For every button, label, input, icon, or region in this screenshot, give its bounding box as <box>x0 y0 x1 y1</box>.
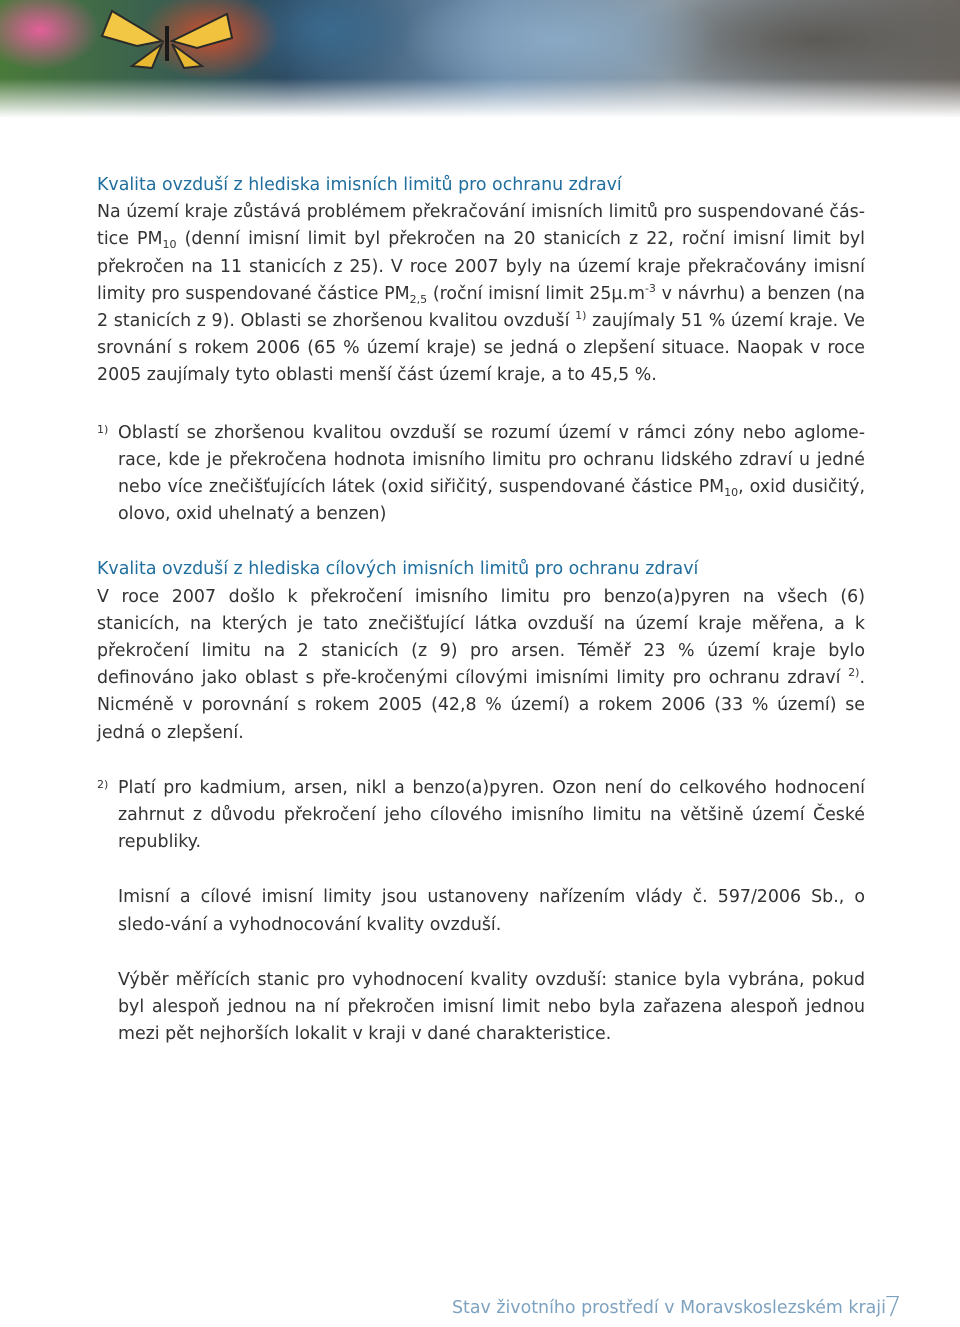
paragraph-legal-basis: Imisní a cílové imisní limity jsou ustanoveny nařízením vlády č. 597/2006 Sb., o sledo-vání a vyhodnocování kvality ovzduší. <box>118 887 865 935</box>
footer-title: Stav životního prostředí v Moravskoslezském kraji <box>452 1298 886 1318</box>
subscript: 2,5 <box>409 292 428 306</box>
footnote-1 <box>97 420 865 529</box>
text-run: (roční imisní limit 25µ.m <box>427 283 645 304</box>
text-run: (denní imisní limit byl překročen na 20 stanicích z 22, roční imisní limit byl překročen na 11 stanicích z 25). V roce 2007 byly na území kraje překračovány imisní limity pro suspendované částice PM <box>97 229 865 304</box>
text-run: V roce 2007 došlo k překročení imisního limitu pro benzo(a)pyren na všech (6) stanicích, na kterých je tato znečišťující látka ovzduší na území kraje měřena, a k překročení limitu na 2 stanicích (z 9) pro arsen. Téměř 23 % území kraje bylo definováno jako oblast s pře-kročenými cílovými imisními limity pro ochranu zdraví <box>97 586 865 689</box>
section-heading-health-limits: Kvalita ovzduší z hlediska imisních limitů pro ochranu zdraví <box>97 175 622 195</box>
text-run: v návrhu) a benzen (na 2 stanicích z 9). Oblasti se zhoršenou kvalitou ovzduší <box>97 283 866 332</box>
butterfly-image <box>92 6 242 76</box>
subscript: 10 <box>162 238 177 252</box>
text-run: Platí pro kadmium, arsen, nikl a benzo(a)pyren. Ozon není do celkového hodnocení zahrnut z důvodu překročení jeho cílového imisního limitu na většině území České republiky. <box>118 777 865 853</box>
section-heading-target-limits: Kvalita ovzduší z hlediska cílových imisních limitů pro ochranu zdraví <box>97 559 699 580</box>
paragraph-station-selection: Výběr měřících stanic pro vyhodnocení kvality ovzduší: stanice byla vybrána, pokud byl alespoň jednou na ní překročen imisní limit nebo byla zařazena alespoň jednou mezi pět nejhorších lokalit v kraji v dané charakteristice. <box>118 969 865 1045</box>
footnote-ref: 1) <box>575 309 587 323</box>
paragraph-health-limits <box>97 199 865 389</box>
banner-fade <box>0 78 960 118</box>
subscript: 10 <box>724 486 739 500</box>
superscript: -3 <box>644 281 656 295</box>
document-body <box>97 172 865 1048</box>
text-run: Na území kraje zůstává problémem překračování imisních limitů pro suspendované čás-tice PM <box>97 202 865 250</box>
text-run: Oblastí se zhoršenou kvalitou ovzduší se rozumí území v rámci zóny nebo aglome-race, kde je překročena hodnota imisního limitu pro ochranu lidského zdraví u jedné nebo více znečišťujících látek (oxid siřičitý, suspendované částice PM <box>118 422 865 498</box>
footnote-mark: 2) <box>97 777 109 791</box>
text-run: zaujímaly 51 % území kraje. Ve srovnání s rokem 2006 (65 % území kraje) se jedná o zlepšení situace. Naopak v roce 2005 zaujímaly tyto oblasti menší část území kraje, a to 45,5 %. <box>97 311 865 386</box>
footnote-mark: 1) <box>97 422 109 436</box>
header-banner-photo <box>0 0 960 118</box>
footnote-ref: 2) <box>848 666 860 680</box>
footnote-2 <box>97 775 865 857</box>
paragraph-target-limits <box>97 584 865 747</box>
text-run: , oxid dusičitý, olovo, oxid uhelnatý a benzen) <box>118 477 865 525</box>
text-run: . Nicméně v porovnání s rokem 2005 (42,8 % území) a rokem 2006 (33 % území) se jedná o zlepšení. <box>97 668 865 743</box>
page-number: 7 <box>884 1290 902 1323</box>
